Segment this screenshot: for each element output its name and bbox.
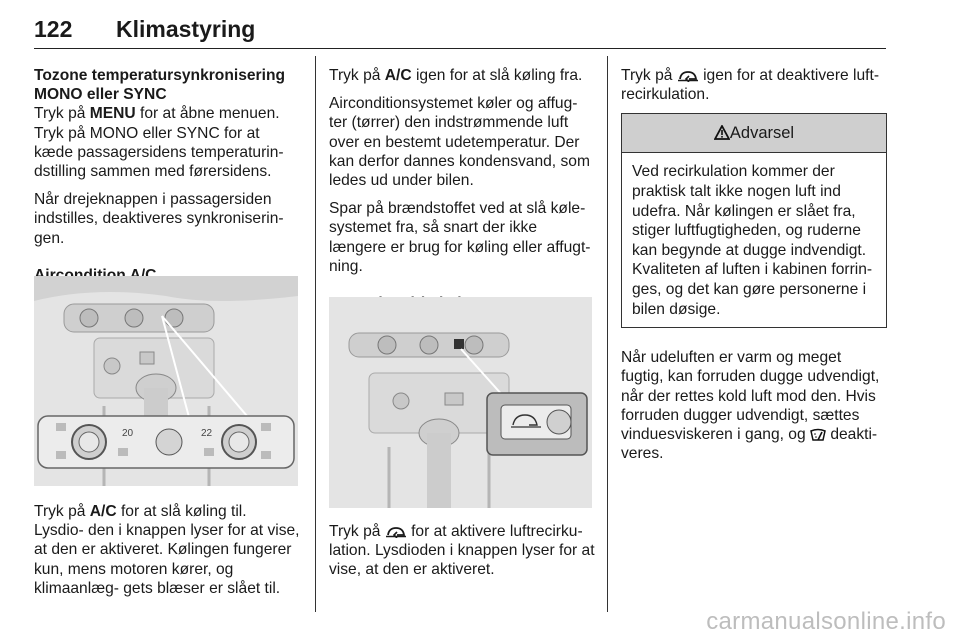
paragraph: Tryk på igen for at deaktivere luft- recirkulation. [621, 67, 880, 104]
paragraph: Tryk på A/C igen for at slå køling fra. [329, 67, 583, 84]
ac-panel-illustration [34, 276, 298, 486]
temp-left-label: 20 [122, 428, 134, 439]
recirculation-figure [329, 297, 592, 508]
section-heading: Tozone temperatursynkronisering [34, 67, 285, 84]
paragraph: Spar på brændstoffet ved at slå køle- systemet fra, så snart der ikke længere er brug for køling eller affugt- ning. [329, 200, 591, 275]
paragraph: Når drejeknappen i passagersiden indstilles, deaktiveres synkroniserin- gen. [34, 191, 284, 247]
ac-panel-figure [34, 276, 298, 486]
column-2 [329, 66, 593, 327]
paragraph: Når udeluften er varm og meget fugtig, kan forruden dugge udvendigt, når der rettes kold luft mod den. Hvis forruden dugger udvendigt, sættes vinduesviskeren i gang, og deakti- veres. [621, 349, 880, 463]
windscreen-wiper-icon [810, 428, 826, 442]
column-divider [607, 56, 608, 612]
watermark: carmanualsonline.info [706, 608, 946, 635]
warning-box [621, 113, 887, 328]
column-3 [621, 66, 887, 472]
recirculation-icon [385, 526, 407, 538]
warning-header [622, 114, 886, 153]
section-heading: MONO eller SYNC [34, 86, 167, 104]
temp-right-label: 22 [201, 428, 213, 439]
recirculation-illustration [329, 297, 592, 508]
paragraph: Tryk på for at aktivere luftrecirku- lation. Lysdioden i knappen lyser for at vise, at den er aktiveret. [329, 523, 595, 579]
warning-body: Ved recirkulation kommer der praktisk talt ikke nogen luft ind udefra. Når kølingen er slået fra, stiger luftfugtigheden, og ruderne kan begynde at dugge indvendigt. Kvaliteten af luften i kabinen forrin- ges, og det kan gøre personerne i bilen døsige. [632, 163, 873, 318]
warning-triangle-icon [714, 125, 730, 140]
column-divider [315, 56, 316, 612]
page-title: Klimastyring [116, 16, 256, 42]
paragraph: Airconditionsystemet køler og affug- ter (tørrer) den indstrømmende luft over en bestemt udetemperatur. Der kan derfor dannes kondensvand, som ledes ud under bilen. [329, 95, 590, 190]
page-number: 122 [34, 16, 73, 42]
paragraph: Tryk på A/C for at slå køling til. Lysdio- den i knappen lyser for at vise, at den er aktiveret. Kølingen fungerer kun, mens motoren kører, og klimaanlæg- gets blæser er slået til. [34, 503, 300, 597]
column-1-lower [34, 502, 300, 607]
recirculation-icon [677, 70, 699, 82]
column-2-lower [329, 522, 595, 589]
page-header [34, 16, 886, 49]
column-1 [34, 66, 298, 299]
paragraph: Tryk på MENU for at åbne menuen. Tryk på MONO eller SYNC for at kæde passagersidens temperaturin- dstilling sammen med førersidens. [34, 105, 284, 181]
warning-title: Advarsel [729, 124, 795, 143]
